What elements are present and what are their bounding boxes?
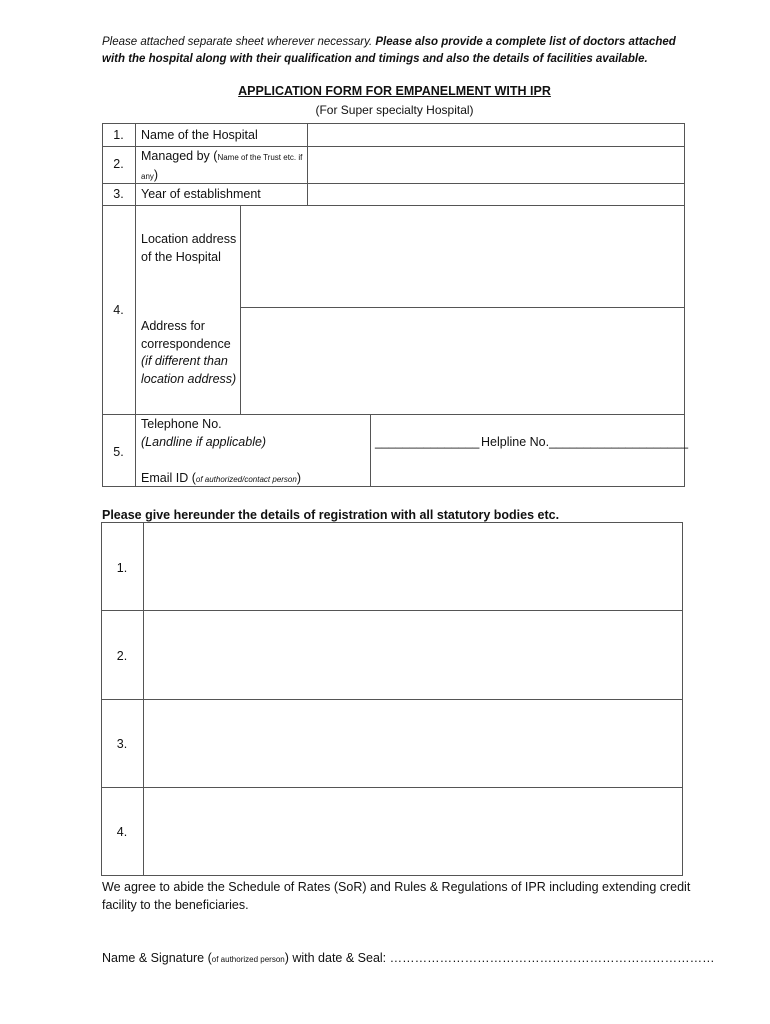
- managed-by-label: Managed by (Name of the Trust etc. if any): [141, 149, 303, 182]
- signature-line: Name & Signature (of authorized person) with date & Seal: ……………………………………………………………………: [102, 951, 715, 965]
- location-address-field[interactable]: [241, 206, 684, 307]
- registration-item-2-number: 2.: [116, 649, 128, 663]
- correspondence-address-field[interactable]: [241, 308, 684, 414]
- form-subtitle: (For Super specialty Hospital): [315, 103, 474, 117]
- location-address-label: Location address of the Hospital: [141, 232, 237, 264]
- note-plain: Please attached separate sheet wherever necessary.: [102, 36, 376, 48]
- row-1-number: 1.: [113, 128, 124, 142]
- form-title: APPLICATION FORM FOR EMPANELMENT WITH IPR: [238, 84, 551, 98]
- hospital-name-field[interactable]: [308, 124, 684, 146]
- row-4-number: 4.: [113, 303, 124, 317]
- registration-item-1-field[interactable]: [144, 523, 682, 610]
- year-established-field[interactable]: [308, 184, 684, 205]
- year-established-label: Year of establishment: [141, 187, 261, 201]
- helpline-field[interactable]: Helpline No.____________________: [481, 435, 689, 449]
- registration-item-4-number: 4.: [116, 825, 128, 839]
- agreement-text: We agree to abide the Schedule of Rates (SoR) and Rules & Regulations of IPR including extending credit facility to the beneficiaries.: [102, 880, 691, 912]
- registration-heading: Please give hereunder the details of registration with all statutory bodies etc.: [102, 508, 560, 522]
- email-label: Email ID (of authorized/contact person): [141, 471, 301, 485]
- instruction-note: [102, 34, 692, 68]
- row-3-number: 3.: [113, 187, 124, 201]
- registration-item-1-number: 1.: [116, 561, 128, 575]
- registration-item-3-field[interactable]: [144, 700, 682, 787]
- landline-label: (Landline if applicable): [141, 435, 267, 449]
- correspondence-address-label: Address for correspondence (if different than location address): [141, 319, 237, 386]
- managed-by-field[interactable]: [308, 147, 684, 183]
- telephone-label: Telephone No.: [141, 417, 222, 431]
- registration-item-3-number: 3.: [116, 737, 128, 751]
- telephone-blank[interactable]: _______________: [375, 435, 480, 449]
- registration-item-2-field[interactable]: [144, 611, 682, 699]
- registration-item-4-field[interactable]: [144, 788, 682, 875]
- hospital-name-label: Name of the Hospital: [141, 128, 258, 142]
- row-2-number: 2.: [113, 157, 124, 171]
- note-bold: Please also provide a complete list of doctors attached with the hospital along with their qualification and timings and also the details of facilities available.: [102, 36, 676, 65]
- row-5-number: 5.: [113, 445, 124, 459]
